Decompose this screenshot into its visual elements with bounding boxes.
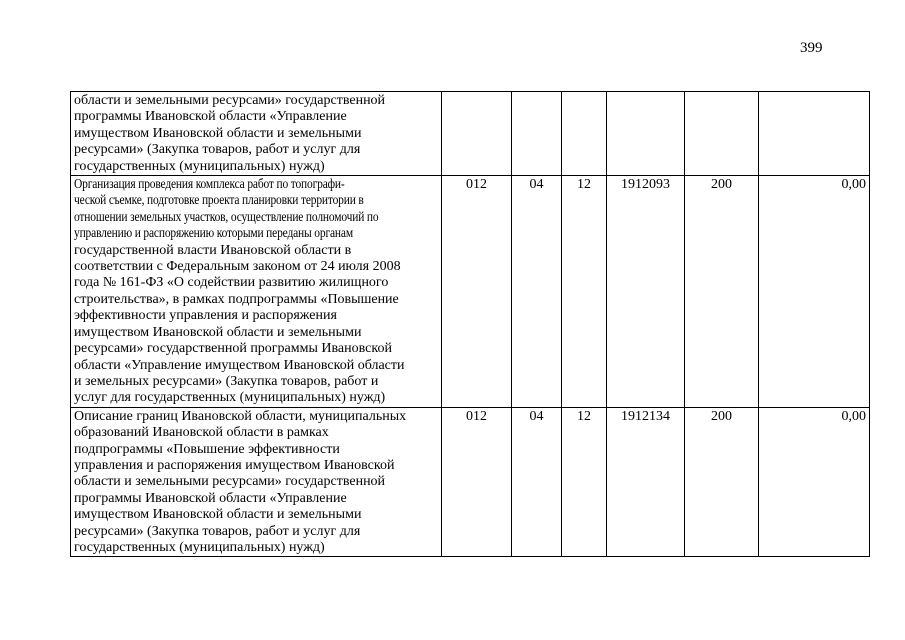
table-row [71, 407, 870, 557]
subsection-code: 12 [562, 407, 607, 557]
ministry-code [442, 92, 512, 176]
section-code: 04 [512, 407, 562, 557]
section-code [512, 92, 562, 176]
target-article-code [607, 92, 685, 176]
section-code: 04 [512, 176, 562, 408]
expense-type-code [685, 92, 759, 176]
expense-type-code: 200 [685, 176, 759, 408]
subsection-code: 12 [562, 176, 607, 408]
amount: 0,00 [759, 176, 870, 408]
row-description: Описание границ Ивановской области, муниципальных образований Ивановской области в рамках подпрограммы «Повышение эффективности управления и распоряжения имуществом Ивановской области и земельными ресурсами» государственной программы Ивановской области «Управление имуществом Ивановской области и земельными ресурсами» (Закупка товаров, работ и услуг для государственных (муниципальных) нужд) [71, 407, 442, 557]
amount [759, 92, 870, 176]
table-row [71, 176, 870, 408]
budget-table [70, 91, 870, 557]
ministry-code: 012 [442, 176, 512, 408]
target-article-code: 1912134 [607, 407, 685, 557]
ministry-code: 012 [442, 407, 512, 557]
expense-type-code: 200 [685, 407, 759, 557]
amount: 0,00 [759, 407, 870, 557]
target-article-code: 1912093 [607, 176, 685, 408]
subsection-code [562, 92, 607, 176]
row-description: Организация проведения комплекса работ по топографи- ческой съемке, подготовке проекта планировки территории в отношении земельных участков, осуществление полномочий по управлению и распоряжению которыми переданы органам государственной власти Ивановской области в соответствии с Федеральным законом от 24 июля 2008 года № 161-ФЗ «О содействии развитию жилищного строительства», в рамках подпрограммы «Повышение эффективности управления и распоряжения имуществом Ивановской области и земельными ресурсами» государственной программы Ивановской области «Управление имуществом Ивановской области и земельных ресурсами» (Закупка товаров, работ и услуг для государственных (муниципальных) нужд) [71, 176, 442, 408]
table-row [71, 92, 870, 176]
row-description: области и земельными ресурсами» государственной программы Ивановской области «Управление имуществом Ивановской области и земельными ресурсами» (Закупка товаров, работ и услуг для государственных (муниципальных) нужд) [71, 92, 442, 176]
page-number: 399 [800, 40, 823, 56]
